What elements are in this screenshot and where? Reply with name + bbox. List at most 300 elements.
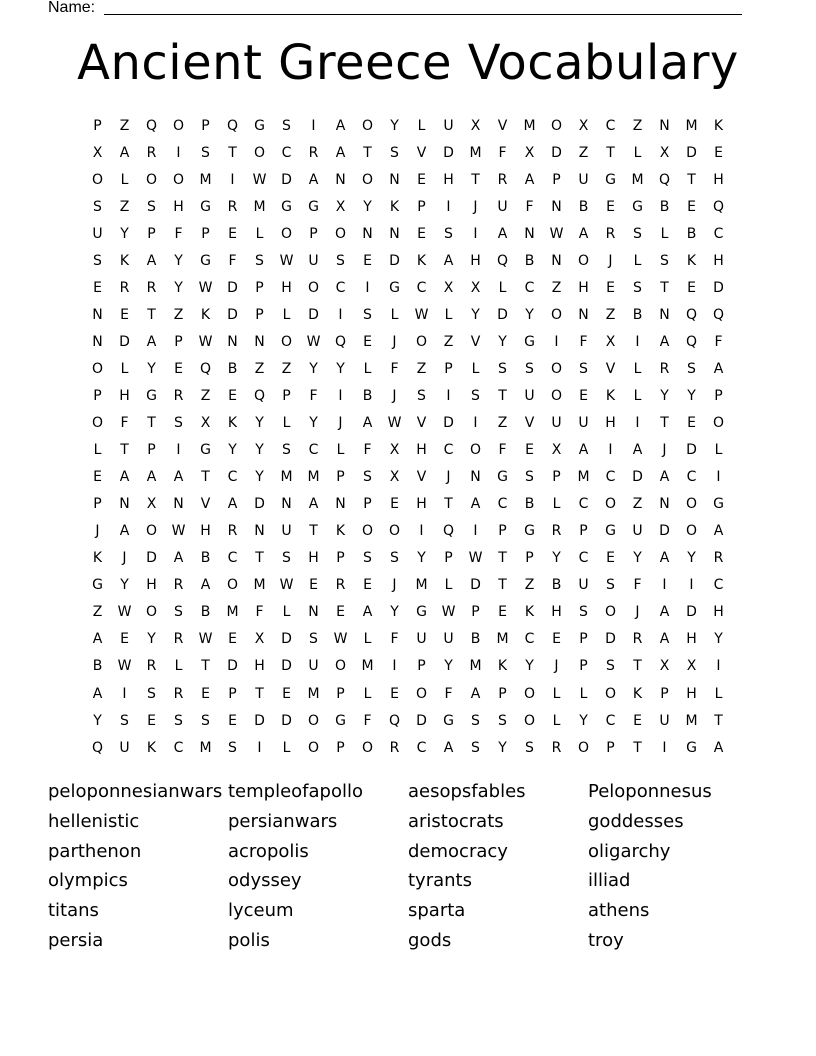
grid-letter: S (147, 198, 156, 215)
grid-letter: W (198, 333, 213, 350)
grid-letter: Q (145, 117, 158, 134)
grid-letter: T (228, 144, 237, 161)
grid-letter: O (550, 360, 563, 377)
grid-letter: A (92, 631, 103, 648)
grid-letter: D (119, 333, 130, 350)
grid-letter: O (685, 496, 698, 513)
grid-letter: R (173, 387, 184, 404)
grid-letter: S (471, 712, 480, 729)
grid-letter: V (416, 415, 427, 432)
grid-letter: U (578, 415, 589, 432)
grid-letter: X (551, 442, 562, 459)
grid-letter: H (551, 604, 562, 621)
grid-letter: Q (712, 198, 725, 215)
grid-row (84, 626, 732, 653)
grid-letter: O (604, 496, 617, 513)
grid-letter: S (120, 712, 129, 729)
grid-letter: O (91, 415, 104, 432)
word-bank-item: goddesses (588, 810, 684, 832)
grid-letter: E (417, 225, 426, 242)
grid-letter: W (117, 604, 132, 621)
grid-letter: G (524, 523, 535, 540)
grid-letter: N (659, 306, 670, 323)
grid-letter: W (387, 415, 402, 432)
grid-letter: C (443, 442, 454, 459)
grid-letter: M (199, 739, 212, 756)
grid-letter: K (146, 739, 157, 756)
grid-letter: C (173, 739, 184, 756)
grid-letter: R (659, 360, 670, 377)
grid-letter: L (633, 252, 642, 269)
grid-letter: D (254, 496, 265, 513)
grid-letter: B (470, 631, 481, 648)
grid-letter: T (498, 387, 507, 404)
grid-letter: M (253, 198, 266, 215)
grid-letter: B (362, 387, 373, 404)
grid-letter: T (660, 415, 669, 432)
grid-letter: K (335, 523, 346, 540)
grid-letter: R (173, 631, 184, 648)
grid-letter: C (524, 631, 535, 648)
grid-letter: W (549, 225, 564, 242)
grid-letter: A (659, 333, 670, 350)
grid-letter: Z (281, 360, 292, 377)
grid-letter: N (92, 333, 103, 350)
grid-letter: I (689, 577, 694, 594)
grid-letter: P (579, 631, 588, 648)
grid-letter: A (659, 604, 670, 621)
grid-letter: X (470, 279, 481, 296)
grid-letter: A (200, 577, 211, 594)
grid-letter: T (471, 171, 480, 188)
grid-letter: C (578, 496, 589, 513)
grid-letter: E (120, 631, 129, 648)
grid-letter: Z (200, 387, 211, 404)
word-bank-item: persia (48, 929, 104, 951)
grid-row (84, 491, 732, 518)
grid-letter: H (173, 198, 184, 215)
grid-letter: A (659, 631, 670, 648)
grid-letter: S (444, 225, 453, 242)
grid-letter: X (686, 658, 697, 675)
word-bank-item: persianwars (228, 810, 338, 832)
grid-letter: U (281, 523, 292, 540)
grid-letter: O (91, 360, 104, 377)
grid-letter: R (227, 198, 238, 215)
grid-letter: Z (551, 279, 562, 296)
grid-letter: A (362, 604, 373, 621)
grid-letter: L (417, 117, 426, 134)
grid-letter: L (498, 279, 507, 296)
grid-letter: M (199, 171, 212, 188)
grid-letter: E (93, 279, 102, 296)
word-bank-item: parthenon (48, 840, 142, 862)
grid-letter: A (524, 171, 535, 188)
grid-letter: P (282, 387, 291, 404)
grid-letter: G (713, 496, 724, 513)
grid-letter: A (335, 144, 346, 161)
grid-letter: G (281, 198, 292, 215)
grid-letter: I (716, 658, 721, 675)
grid-letter: N (362, 225, 373, 242)
grid-row (84, 410, 732, 437)
grid-letter: T (660, 279, 669, 296)
grid-letter: S (579, 360, 588, 377)
grid-letter: Y (363, 198, 372, 215)
grid-letter: L (633, 144, 642, 161)
grid-letter: O (550, 306, 563, 323)
grid-letter: S (174, 604, 183, 621)
grid-letter: Q (334, 333, 347, 350)
grid-letter: H (686, 631, 697, 648)
grid-letter: X (524, 144, 535, 161)
grid-letter: R (497, 171, 508, 188)
grid-letter: T (714, 712, 723, 729)
word-bank-item: oligarchy (588, 840, 671, 862)
grid-letter: U (632, 523, 643, 540)
grid-letter: C (713, 225, 724, 242)
grid-letter: E (363, 333, 372, 350)
grid-letter: W (198, 279, 213, 296)
grid-letter: N (227, 333, 238, 350)
grid-letter: E (390, 685, 399, 702)
grid-letter: O (712, 415, 725, 432)
grid-letter: U (659, 712, 670, 729)
grid-row (84, 734, 732, 761)
grid-letter: N (470, 469, 481, 486)
grid-letter: C (686, 469, 697, 486)
grid-letter: R (713, 550, 724, 567)
grid-letter: Q (199, 360, 212, 377)
grid-letter: Q (658, 171, 671, 188)
grid-letter: U (416, 631, 427, 648)
grid-letter: O (307, 279, 320, 296)
grid-letter: O (469, 442, 482, 459)
word-bank-item: athens (588, 900, 650, 922)
grid-letter: I (122, 685, 127, 702)
grid-row (84, 707, 732, 734)
grid-letter: E (714, 144, 723, 161)
grid-letter: R (335, 577, 346, 594)
grid-letter: F (363, 712, 372, 729)
grid-letter: Y (309, 360, 318, 377)
grid-letter: S (363, 550, 372, 567)
word-bank-item: odyssey (228, 870, 302, 892)
grid-letter: W (252, 171, 267, 188)
grid-letter: Y (390, 604, 399, 621)
grid-letter: K (497, 658, 508, 675)
grid-letter: Y (525, 306, 534, 323)
grid-row (84, 382, 732, 409)
grid-letter: E (309, 577, 318, 594)
grid-letter: I (338, 306, 343, 323)
grid-letter: R (119, 279, 130, 296)
grid-letter: I (176, 144, 181, 161)
grid-letter: L (444, 306, 453, 323)
grid-letter: P (201, 225, 210, 242)
grid-letter: E (228, 387, 237, 404)
grid-letter: O (604, 604, 617, 621)
grid-letter: L (336, 442, 345, 459)
grid-letter: L (282, 415, 291, 432)
grid-letter: O (523, 685, 536, 702)
grid-letter: L (120, 171, 129, 188)
grid-letter: R (173, 577, 184, 594)
grid-letter: F (525, 198, 534, 215)
grid-letter: C (578, 550, 589, 567)
grid-letter: P (336, 550, 345, 567)
grid-letter: D (686, 604, 697, 621)
grid-letter: C (713, 577, 724, 594)
grid-letter: Q (685, 333, 698, 350)
grid-letter: T (687, 171, 696, 188)
word-bank-item: polis (228, 929, 270, 951)
grid-letter: P (336, 469, 345, 486)
grid-letter: L (390, 306, 399, 323)
grid-letter: S (147, 685, 156, 702)
grid-letter: F (579, 333, 588, 350)
grid-letter: Y (417, 550, 426, 567)
grid-letter: Q (442, 523, 455, 540)
word-bank-item: gods (408, 929, 452, 951)
grid-letter: D (227, 658, 238, 675)
grid-letter: E (633, 712, 642, 729)
grid-letter: K (605, 387, 616, 404)
grid-letter: S (309, 631, 318, 648)
grid-letter: V (497, 117, 508, 134)
grid-letter: N (173, 496, 184, 513)
grid-letter: Q (226, 117, 239, 134)
grid-letter: R (551, 739, 562, 756)
grid-letter: F (498, 144, 507, 161)
grid-letter: G (200, 252, 211, 269)
grid-letter: S (255, 252, 264, 269)
grid-letter: X (389, 442, 400, 459)
grid-letter: Y (255, 415, 264, 432)
grid-letter: Y (147, 631, 156, 648)
grid-letter: M (415, 577, 428, 594)
grid-letter: S (336, 252, 345, 269)
grid-letter: I (176, 442, 181, 459)
grid-letter: F (228, 252, 237, 269)
grid-letter: E (606, 279, 615, 296)
grid-letter: M (361, 658, 374, 675)
grid-letter: G (389, 279, 400, 296)
grid-letter: Z (254, 360, 265, 377)
grid-row (84, 653, 732, 680)
grid-letter: P (147, 442, 156, 459)
grid-letter: O (307, 739, 320, 756)
grid-row (84, 437, 732, 464)
grid-letter: W (279, 577, 294, 594)
letter-grid (84, 112, 732, 761)
grid-letter: N (659, 496, 670, 513)
grid-letter: E (687, 198, 696, 215)
grid-letter: O (604, 685, 617, 702)
grid-letter: A (443, 252, 454, 269)
grid-letter: P (147, 225, 156, 242)
grid-letter: K (119, 252, 130, 269)
grid-letter: B (92, 658, 103, 675)
grid-letter: F (309, 387, 318, 404)
grid-letter: L (714, 685, 723, 702)
grid-letter: A (146, 252, 157, 269)
grid-letter: D (497, 306, 508, 323)
grid-letter: N (254, 333, 265, 350)
grid-letter: F (498, 442, 507, 459)
grid-letter: O (361, 523, 374, 540)
grid-letter: S (228, 739, 237, 756)
grid-letter: G (308, 198, 319, 215)
grid-letter: P (498, 685, 507, 702)
grid-letter: Z (578, 144, 589, 161)
grid-letter: H (578, 279, 589, 296)
grid-letter: G (524, 333, 535, 350)
grid-letter: C (281, 144, 292, 161)
grid-letter: O (280, 333, 293, 350)
grid-letter: X (335, 198, 346, 215)
grid-letter: T (255, 550, 264, 567)
grid-letter: M (280, 469, 293, 486)
grid-letter: W (414, 306, 429, 323)
word-bank-item: titans (48, 900, 99, 922)
grid-letter: M (577, 469, 590, 486)
grid-letter: T (498, 577, 507, 594)
grid-letter: A (146, 333, 157, 350)
grid-letter: T (120, 442, 129, 459)
grid-letter: Y (336, 360, 345, 377)
grid-letter: E (606, 550, 615, 567)
grid-letter: Z (605, 306, 616, 323)
grid-letter: Y (390, 117, 399, 134)
grid-letter: S (174, 415, 183, 432)
grid-letter: G (605, 171, 616, 188)
grid-letter: D (416, 712, 427, 729)
grid-letter: H (470, 252, 481, 269)
grid-letter: P (255, 279, 264, 296)
grid-letter: L (471, 360, 480, 377)
grid-letter: N (335, 171, 346, 188)
grid-letter: T (147, 306, 156, 323)
grid-letter: H (146, 577, 157, 594)
grid-letter: O (415, 685, 428, 702)
grid-letter: U (443, 117, 454, 134)
grid-letter: B (200, 604, 211, 621)
grid-letter: O (334, 225, 347, 242)
grid-letter: E (228, 712, 237, 729)
grid-letter: G (443, 712, 454, 729)
grid-letter: Z (119, 198, 130, 215)
grid-letter: O (145, 523, 158, 540)
grid-letter: F (390, 360, 399, 377)
grid-letter: M (685, 712, 698, 729)
grid-letter: X (443, 279, 454, 296)
grid-letter: U (119, 739, 130, 756)
word-bank-item: acropolis (228, 840, 309, 862)
grid-letter: I (392, 658, 397, 675)
grid-letter: O (361, 171, 374, 188)
grid-letter: H (281, 279, 292, 296)
grid-letter: I (473, 225, 478, 242)
grid-letter: Y (633, 550, 642, 567)
grid-letter: M (469, 658, 482, 675)
grid-letter: J (392, 333, 397, 350)
grid-letter: L (660, 225, 669, 242)
grid-letter: L (282, 739, 291, 756)
grid-letter: S (606, 658, 615, 675)
grid-letter: P (444, 550, 453, 567)
grid-letter: O (280, 225, 293, 242)
grid-letter: A (119, 523, 130, 540)
grid-letter: S (579, 604, 588, 621)
grid-letter: O (145, 171, 158, 188)
grid-letter: T (201, 658, 210, 675)
grid-letter: K (200, 306, 211, 323)
grid-letter: B (686, 225, 697, 242)
grid-letter: E (390, 496, 399, 513)
grid-letter: A (146, 469, 157, 486)
grid-letter: T (444, 496, 453, 513)
grid-letter: T (633, 658, 642, 675)
grid-letter: P (579, 658, 588, 675)
grid-letter: P (93, 117, 102, 134)
grid-letter: C (524, 279, 535, 296)
grid-letter: K (227, 415, 238, 432)
grid-letter: O (577, 739, 590, 756)
grid-letter: Y (444, 658, 453, 675)
grid-letter: S (687, 360, 696, 377)
grid-letter: I (446, 198, 451, 215)
grid-letter: K (686, 252, 697, 269)
grid-letter: S (498, 712, 507, 729)
grid-letter: E (201, 685, 210, 702)
grid-letter: E (525, 442, 534, 459)
grid-letter: H (200, 523, 211, 540)
grid-row (84, 599, 732, 626)
grid-letter: C (308, 442, 319, 459)
grid-letter: I (311, 117, 316, 134)
grid-letter: O (307, 712, 320, 729)
grid-letter: H (308, 550, 319, 567)
word-bank-item: Peloponnesus (588, 781, 712, 802)
grid-letter: X (578, 117, 589, 134)
grid-letter: D (443, 144, 454, 161)
grid-letter: O (415, 333, 428, 350)
grid-letter: M (307, 685, 320, 702)
grid-letter: P (552, 469, 561, 486)
grid-letter: F (363, 442, 372, 459)
grid-letter: L (714, 442, 723, 459)
grid-letter: L (174, 658, 183, 675)
grid-letter: M (685, 117, 698, 134)
grid-letter: Y (714, 631, 723, 648)
grid-letter: F (255, 604, 264, 621)
grid-letter: R (551, 523, 562, 540)
grid-letter: L (444, 577, 453, 594)
grid-letter: H (443, 171, 454, 188)
grid-letter: Y (147, 360, 156, 377)
grid-letter: Y (309, 415, 318, 432)
grid-letter: K (524, 604, 535, 621)
grid-letter: G (200, 198, 211, 215)
grid-letter: P (714, 387, 723, 404)
grid-letter: Y (93, 712, 102, 729)
grid-letter: O (226, 577, 239, 594)
grid-letter: X (92, 144, 103, 161)
grid-letter: J (392, 387, 397, 404)
grid-letter: S (282, 442, 291, 459)
grid-letter: U (551, 415, 562, 432)
